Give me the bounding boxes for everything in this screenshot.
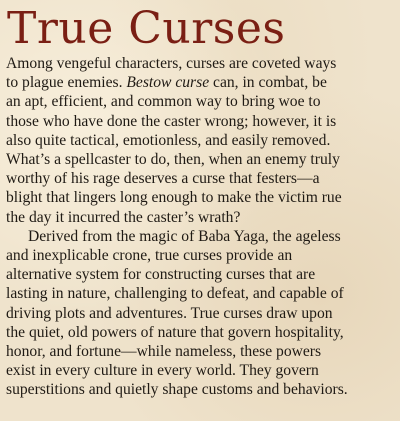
text-line [6, 73, 394, 92]
text-line: driving plots and adventures. True curses draw upon [6, 304, 333, 322]
text-line: blight that lingers long enough to make the victim rue [6, 189, 342, 207]
body-paragraph [6, 227, 394, 400]
text-line: those who have done the caster wrong; however, it is [6, 112, 337, 130]
text-line: superstitions and quietly shape customs and behaviors. [6, 381, 348, 399]
intro-paragraph [6, 54, 394, 227]
text-line: the day it incurred the caster’s wrath? [6, 208, 241, 226]
text-line: lasting in nature, challenging to defeat, and capable of [6, 285, 344, 303]
text-line: also quite tactical, emotionless, and easily removed. [6, 131, 331, 149]
text-line: an apt, efficient, and common way to bring woe to [6, 93, 321, 111]
text-line: What’s a spellcaster to do, then, when an enemy truly [6, 151, 340, 169]
text-line: honor, and fortune—while nameless, these powers [6, 343, 322, 361]
text-line: the quiet, old powers of nature that govern hospitality, [6, 323, 344, 341]
text-line: Among vengeful characters, curses are coveted ways [6, 55, 337, 72]
text-fragment: can, in combat, be [209, 74, 327, 92]
page-title: True Curses [7, 3, 286, 54]
text-line: and inexplicable crone, true curses provide an [6, 247, 293, 265]
text-line: exist in every culture in every world. They govern [6, 362, 319, 380]
text-fragment: to plague enemies. [6, 74, 123, 92]
text-line: alternative system for constructing curses that are [6, 266, 316, 284]
spell-name: Bestow curse [126, 74, 210, 92]
text-line: worthy of his rage deserves a curse that festers—a [6, 170, 320, 188]
text-line: Derived from the magic of Baba Yaga, the ageless [28, 227, 341, 245]
